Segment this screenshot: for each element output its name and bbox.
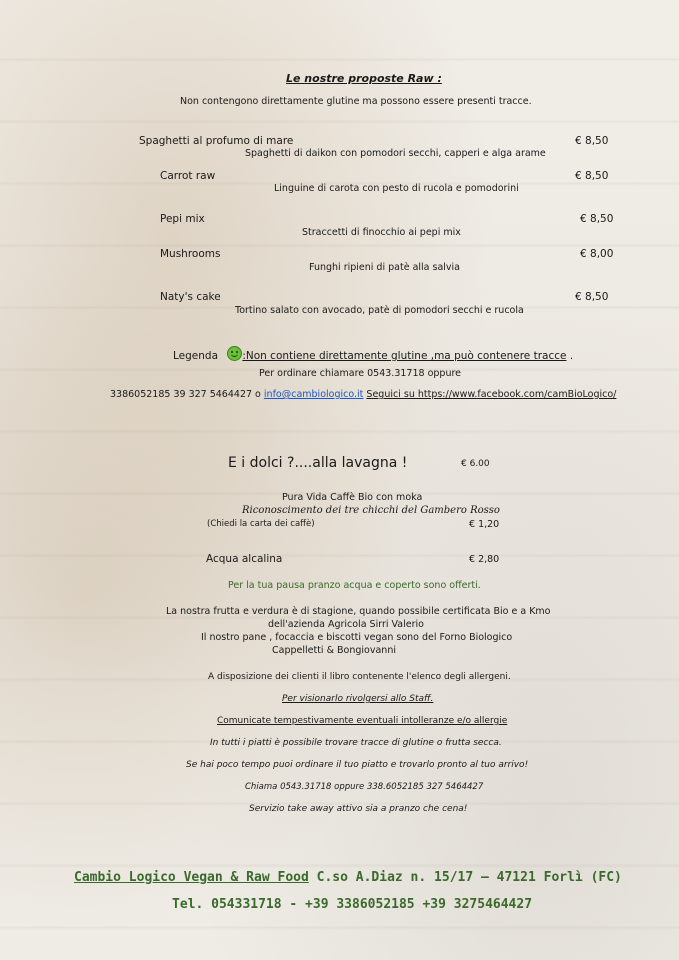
- menu-item-price: € 8,50: [580, 213, 614, 225]
- legend-line: [173, 346, 573, 362]
- traces-notice: In tutti i piatti è possibile trovare tracce di glutine o frutta secca.: [210, 738, 502, 748]
- footer-phones: Tel. 054331718 - +39 3386052185 +39 3275464427: [172, 897, 533, 912]
- lunch-offer: Per la tua pausa pranzo acqua e coperto sono offerti.: [228, 580, 481, 591]
- coffee-ask: (Chiedi la carta dei caffè): [207, 519, 315, 529]
- menu-item-desc: Linguine di carota con pesto di rucola e pomodorini: [274, 183, 519, 194]
- contact-line: [110, 389, 616, 400]
- restaurant-name: Cambio Logico Vegan & Raw Food: [74, 870, 309, 885]
- menu-item-desc: Spaghetti di daikon con pomodori secchi, capperi e alga arame: [245, 148, 546, 159]
- call-notice: Chiama 0543.31718 oppure 338.6052185 327 5464427: [245, 782, 484, 792]
- legend-text: :Non contiene direttamente glutine ,ma può contenere tracce: [242, 350, 567, 362]
- sourcing-line: Cappelletti & Bongiovanni: [272, 645, 396, 656]
- raw-section-subtitle: Non contengono direttamente glutine ma possono essere presenti tracce.: [180, 96, 532, 107]
- menu-item-desc: Tortino salato con avocado, patè di pomodori secchi e rucola: [235, 305, 524, 316]
- footer-line: [74, 870, 622, 885]
- menu-item-name: Spaghetti al profumo di mare: [139, 135, 294, 147]
- water-name: Acqua alcalina: [206, 553, 283, 565]
- legend-end: .: [569, 350, 574, 362]
- restaurant-address: C.so A.Diaz n. 15/17 – 47121 Forlì (FC): [308, 870, 622, 885]
- menu-item-name: Carrot raw: [160, 170, 216, 182]
- menu-item-price: € 8,00: [580, 248, 614, 260]
- facebook-link[interactable]: Seguici su https://www.facebook.com/camBioLogico/: [366, 389, 617, 400]
- phone-numbers: 3386052185 39 327 5464427 o: [110, 389, 261, 400]
- staff-notice: Per visionarlo rivolgersi allo Staff.: [282, 694, 434, 704]
- takeaway-notice: Servizio take away attivo sia a pranzo che cena!: [249, 804, 468, 814]
- menu-item-price: € 8,50: [575, 135, 609, 147]
- menu-item-price: € 8,50: [575, 291, 609, 303]
- menu-item-name: Naty's cake: [160, 291, 221, 303]
- raw-section-title: Le nostre proposte Raw :: [286, 72, 442, 85]
- menu-item-price: € 8,50: [575, 170, 609, 182]
- intolerance-notice: Comunicate tempestivamente eventuali intolleranze e/o allergie: [217, 716, 508, 726]
- sourcing-line: dell'azienda Agricola Sirri Valerio: [268, 619, 424, 630]
- smiley-icon: [227, 346, 242, 361]
- allergens-notice: A disposizione dei clienti il libro contenente l'elenco degli allergeni.: [208, 672, 511, 682]
- sourcing-line: La nostra frutta e verdura è di stagione, quando possibile certificata Bio e a Kmo: [166, 606, 551, 617]
- menu-item-name: Mushrooms: [160, 248, 221, 260]
- order-line: Per ordinare chiamare 0543.31718 oppure: [259, 368, 462, 379]
- legend-label: Legenda: [173, 350, 219, 362]
- menu-item-desc: Funghi ripieni di patè alla salvia: [309, 262, 461, 273]
- coffee-name: Pura Vida Caffè Bio con moka: [282, 492, 423, 503]
- desserts-price: € 6.00: [461, 459, 490, 469]
- water-price: € 2,80: [469, 554, 500, 565]
- desserts-title: E i dolci ?....alla lavagna !: [228, 455, 408, 471]
- menu-item-name: Pepi mix: [160, 213, 205, 225]
- coffee-price: € 1,20: [469, 519, 500, 530]
- email-link[interactable]: info@cambiologico.it: [263, 389, 364, 400]
- sourcing-line: Il nostro pane , focaccia e biscotti vegan sono del Forno Biologico: [201, 632, 513, 643]
- short-time-notice: Se hai poco tempo puoi ordinare il tuo piatto e trovarlo pronto al tuo arrivo!: [186, 760, 529, 770]
- menu-item-desc: Straccetti di finocchio ai pepi mix: [302, 227, 461, 238]
- coffee-note: Riconoscimento dei tre chicchi del Gambero Rosso: [242, 505, 500, 516]
